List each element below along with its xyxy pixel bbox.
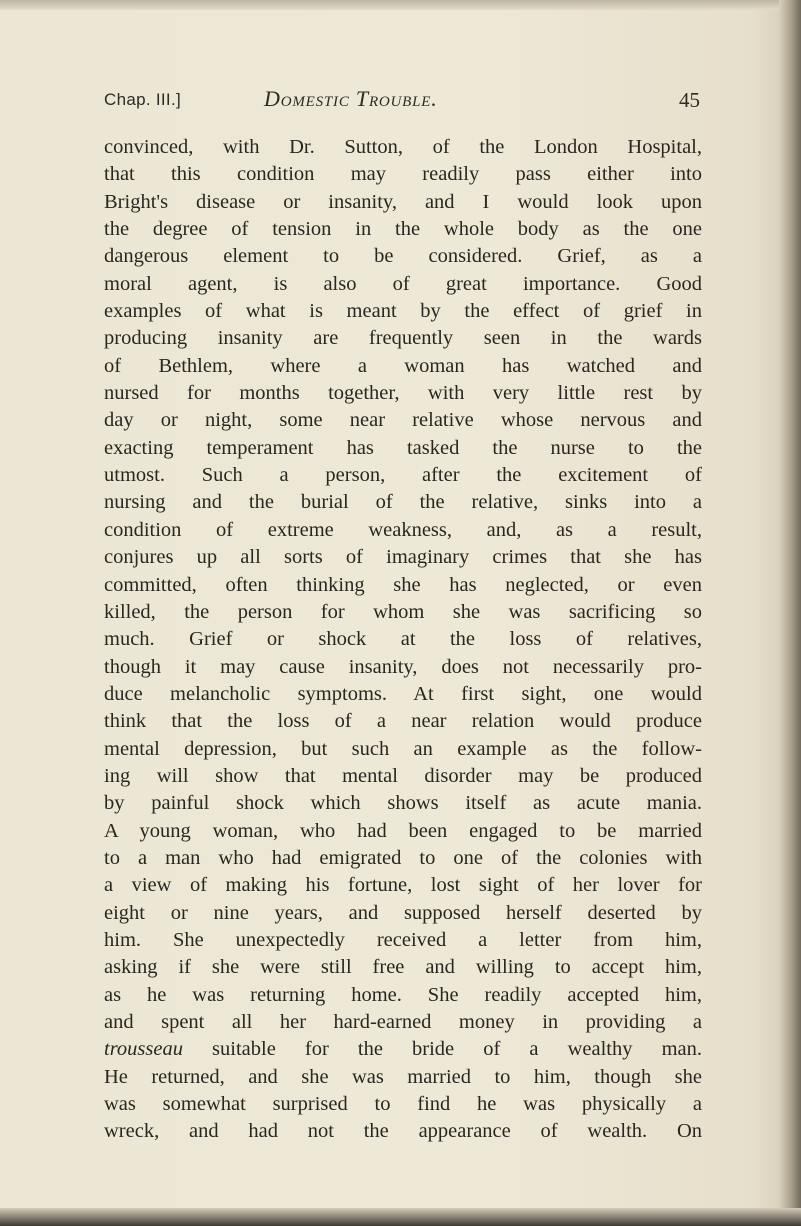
text-line: convinced, with Dr. Sutton, of the London Hospital, [104,136,702,158]
text-line: the degree of tension in the whole body as the one [104,218,702,241]
text-line: killed, the person for whom she was sacrificing so [104,600,702,623]
text-line: producing insanity are frequently seen in the wards [104,327,702,350]
italic-word: trousseau [104,1038,183,1061]
text-line: was somewhat surprised to find he was physically a [104,1093,702,1116]
text-line: him. She unexpectedly received a letter from him, [104,928,702,951]
text-line: wreck, and had not the appearance of wealth. On [104,1120,702,1143]
text-line: a view of making his fortune, lost sight of her lover for [104,874,702,897]
text-line: and spent all her hard-earned money in providing a [104,1011,702,1033]
text-line: day or night, some near relative whose nervous and [104,409,702,432]
text-line: eight or nine years, and supposed herself deserted by [104,901,702,924]
chapter-reference: Chap. III.] [104,90,182,109]
running-head [104,86,700,120]
text-line-rest: suitable for the bride of a wealthy man. [182,1038,702,1061]
text-line: by painful shock which shows itself as acute mania. [104,792,702,815]
text-line: to a man who had emigrated to one of the colonies with [104,846,702,869]
running-title: Domestic Trouble. [264,86,438,111]
text-line: Bright's disease or insanity, and I would look upon [104,190,702,213]
text-line: that this condition may readily pass either into [104,163,702,186]
text-line: though it may cause insanity, does not necessarily pro- [104,655,702,678]
text-line: dangerous element to be considered. Grief, as a [104,245,702,268]
text-line: mental depression, but such an example as the follow- [104,737,702,760]
text-line: of Bethlem, where a woman has watched and [104,354,702,377]
text-line: examples of what is meant by the effect of grief in [104,300,702,323]
text-line-italic [104,1036,702,1063]
text-line: He returned, and she was married to him, though she [104,1065,702,1088]
body-text [104,134,702,1146]
page-number: 45 [679,88,700,112]
text-line: as he was returning home. She readily accepted him, [104,983,702,1006]
text-line: think that the loss of a near relation would produce [104,710,702,733]
text-line: duce melancholic symptoms. At first sight, one would [104,682,702,705]
text-line: moral agent, is also of great importance. Good [104,272,702,295]
text-line: exacting temperament has tasked the nurse to the [104,436,702,459]
page-gutter-edge [779,0,801,1226]
text-line: ing will show that mental disorder may be produced [104,764,702,787]
text-line: asking if she were still free and willing to accept him, [104,956,702,979]
page-top-edge [0,0,801,10]
page-bottom-edge [0,1208,801,1226]
text-line: much. Grief or shock at the loss of relatives, [104,628,702,651]
text-line: conjures up all sorts of imaginary crimes that she has [104,546,702,569]
text-line: nursing and the burial of the relative, sinks into a [104,491,702,514]
text-line: utmost. Such a person, after the excitement of [104,464,702,487]
text-line: committed, often thinking she has neglected, or even [104,573,702,596]
text-line: condition of extreme weakness, and, as a result, [104,518,702,541]
text-line: A young woman, who had been engaged to be married [104,819,702,842]
text-line: nursed for months together, with very little rest by [104,382,702,405]
